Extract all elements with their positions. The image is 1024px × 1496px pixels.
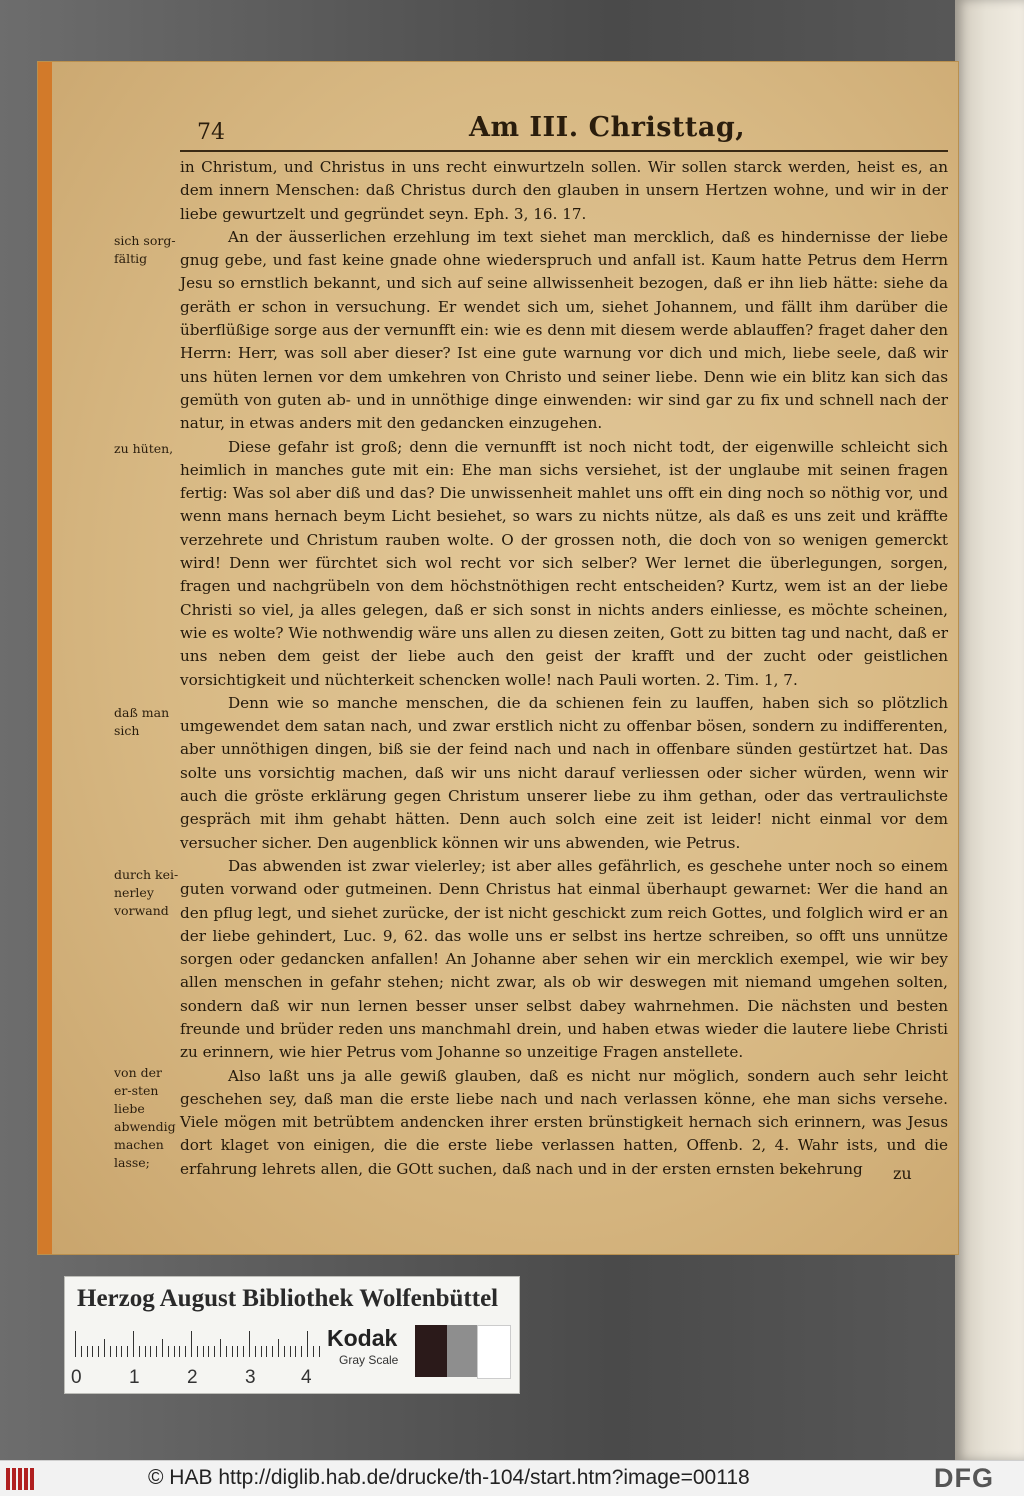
hab-logo-icon — [6, 1468, 40, 1490]
adjacent-page-edge — [955, 0, 1024, 1460]
library-name: Herzog August Bibliothek Wolfenbüttel — [77, 1285, 499, 1312]
ruler-tick — [266, 1346, 267, 1357]
kodak-logo: Kodak — [327, 1325, 398, 1351]
margin-note: durch kei-nerley vorwand — [114, 867, 179, 918]
ruler-tick — [237, 1346, 238, 1357]
ruler-tick — [92, 1346, 93, 1357]
scale-card — [64, 1276, 520, 1394]
ruler-tick — [319, 1346, 320, 1357]
ruler-tick — [307, 1331, 308, 1357]
ruler-tick — [87, 1346, 88, 1357]
ruler-tick — [174, 1346, 175, 1357]
paragraph: Denn wie so manche menschen, die da schienen fein zu lauffen, haben sich so plötzlich umgewendet dem satan nach, und zwar erstlich nicht zu offenbar bösen, sondern zu indifferenten, aber unnöthigen dingen, biß sie der feind nach und nach in offenbare sünden gestürtzet hat. Das solte uns vorsichtig machen, daß wir uns nicht darauf verliessen oder sicher würden, wenn wir auch die gröste erklärung gegen Christum unserer liebe zu ihm gethan, oder das vertraulichste gespräch mit ihm gehabt hätten. Denn auch solch eine zeit ist leider! nicht einmal vor dem versucher sicher. Den augenblick können wir uns abwenden, wie Petrus. — [180, 693, 948, 852]
ruler-tick — [150, 1346, 151, 1357]
ruler-tick — [255, 1346, 256, 1357]
paragraph: Das abwenden ist zwar vielerley; ist aber alles gefährlich, es geschehe unter noch so einem guten vorwand oder gutmeinen. Denn Christus hat einmal überhaupt gewarnet: Wer die hand an den pflug legt, und siehet zurücke, der ist nicht geschickt zum reich Gottes, und folglich wird er an der liebe gehindert, Luc. 9, 62. das wolle uns er selbst ins hertze schreiben, so offt uns unnütze sorgen oder gedancken anfallen! An Johanne aber sehen wir ein mercklich exempel, wie wir bey allen menschen in gefahr stehen; nicht zwar, als ob wir deswegen mit niemand umgehen solten, sondern daß wir nun lernen besser unser selbst dabey wahrnehmen. Die nächsten und besten freunde und brüder reden uns manchmahl drein, und haben etwas wieder die lautere liebe Christi zu erinnern, wie hier Petrus vom Johanne so unzeitige Fragen anstellete. — [180, 856, 948, 1062]
ruler-tick — [232, 1346, 233, 1357]
ruler-tick — [301, 1346, 302, 1357]
ruler-tick — [139, 1346, 140, 1357]
ruler-tick — [116, 1346, 117, 1357]
ruler-tick — [295, 1346, 296, 1357]
gray-patch-dark — [415, 1325, 447, 1377]
ruler-tick — [197, 1346, 198, 1357]
ruler-tick — [127, 1346, 128, 1357]
footer-bar — [0, 1460, 1024, 1496]
ruler-tick — [98, 1346, 99, 1357]
ruler-tick — [185, 1346, 186, 1357]
ruler-tick — [191, 1331, 192, 1357]
ruler-tick — [81, 1346, 82, 1357]
ruler-tick — [226, 1346, 227, 1357]
paragraph: Also laßt uns ja alle gewiß glauben, daß es nicht nur möglich, sondern auch sehr leicht geschehen sey, daß man die erste liebe nach und nach verlassen könne, ehe man sichs versehe. Viele mögen mit betrübtem andencken ihrer ersten brünstigkeit hernach sich erinnern, was Jesus dort klaget von einigen, die die erste liebe verlassen hatten, Offenb. 2, 4. Wahr ists, und die erfahrung lehrets allen, die GOtt suchen, daß nach und in der ersten ernsten bekehrung — [180, 1066, 948, 1178]
ruler-tick — [145, 1346, 146, 1357]
ruler-tick — [179, 1346, 180, 1357]
gray-patch-mid — [447, 1325, 477, 1377]
paragraph: Diese gefahr ist groß; denn die vernunfft ist noch nicht todt, der eigenwille schleicht sich heimlich in manches gute mit ein: Ehe man sichs versiehet, ist der unglaube mit seinen fragen fertig: Was sol aber diß und das? Die unwissenheit mahlet uns offt ein ding noch so nöthig vor, und wenn mans hernach beym Licht besiehet, so wars zu nichts nütze, als daß es uns zeit und kräffte verzehrete und Christum rauben wolte. O der grossen noth, die doch von so wenigen gemerckt wird! Denn wer fürchtet sich wol recht vor sich selber? Wer lernet die überlegungen, sorgen, fragen und nachgrübeln von dem höchstnöthigen recht entscheiden? Kurtz, wem ist an der liebe Christi so viel, ja alles gelegen, daß er sich sonst in nichts anders einliesse, es möchte scheinen, wie es wolte? Wie nothwendig wäre uns allen zu diesen zeiten, Gott zu bitten tag und nacht, daß er uns neben dem geist der liebe auch den geist der krafft und der zucht oder geistlichen vorsichtigkeit und nüchterkeit schencken wolle! nach Pauli worten. 2. Tim. 1, 7. — [180, 437, 948, 689]
ruler-tick — [278, 1339, 279, 1357]
running-head — [197, 112, 957, 152]
ruler-tick — [313, 1346, 314, 1357]
ruler-tick — [220, 1339, 221, 1357]
ruler-tick — [214, 1346, 215, 1357]
catchword: zu — [893, 1164, 912, 1183]
margin-note: sich sorg-fältig — [114, 233, 176, 266]
gray-patch-light — [477, 1325, 511, 1379]
margin-note: von der er-sten liebe abwendig machen lasse; — [114, 1065, 176, 1170]
ruler-tick — [290, 1346, 291, 1357]
paragraph: in Christum, und Christus in uns recht einwurtzeln sollen. Wir sollen starck werden, heist es, an dem innern Menschen: daß Christus durch den glauben in unsern Hertzen wohne, und wir in der liebe gewurtzelt und gegründet seyn. Eph. 3, 16. 17. — [180, 158, 948, 223]
ruler-tick — [121, 1346, 122, 1357]
ruler-tick — [75, 1331, 76, 1357]
gray-scale-label: Gray Scale — [339, 1353, 399, 1367]
page-number: 74 — [197, 120, 225, 145]
ruler-tick — [272, 1346, 273, 1357]
copyright-url: © HAB http://diglib.hab.de/drucke/th-104/start.htm?image=00118 — [148, 1466, 750, 1489]
ruler-tick — [133, 1331, 134, 1357]
margin-note: daß man sich — [114, 705, 170, 738]
ruler-tick — [104, 1339, 105, 1357]
ruler-number: 2 — [187, 1367, 198, 1388]
paragraph: An der äusserlichen erzehlung im text siehet man mercklich, daß es hindernisse der liebe gnug gebe, und fast keine gnade ohne wiederspruch und anfall ist. Kaum hatte Petrus dem Herrn Jesu so ernstlich bekannt, und sich auf seine allwissenheit bezogen, daß er ihn lieb hätte: siehe da geräth er schon in versuchung. Er wendet sich um, siehet Johannem, und fällt ihm darüber die überflüßige sorge aus der vernunfft ein: wie es denn mit diesem werde ablauffen? fraget daher den Herrn: Herr, was soll aber dieser? Ist eine gute warnung vor dich und mich, liebe seele, daß wir uns hüten lernen vor dem umkehren von Christo und seiner liebe. Denn wie ein blitz kan sich das gemüth von guten ab- und in unnöthige dinge einwenden: wir sind gar zu fix und schnell nach der natur, in etwas anders mit den gedancken einzugehen. — [180, 227, 948, 433]
ruler-tick — [203, 1346, 204, 1357]
ruler-number: 1 — [129, 1367, 140, 1388]
ruler-tick — [208, 1346, 209, 1357]
ruler-tick — [110, 1346, 111, 1357]
ruler-number: 0 — [71, 1367, 82, 1388]
body-text — [180, 156, 948, 1181]
head-rule — [180, 150, 948, 152]
running-head-title: Am III. Christtag, — [469, 112, 746, 143]
dfg-logo: DFG — [934, 1463, 994, 1493]
ruler-number: 4 — [301, 1367, 312, 1388]
ruler-number: 3 — [245, 1367, 256, 1388]
margin-note: zu hüten, — [114, 441, 174, 456]
ruler-tick — [243, 1346, 244, 1357]
ruler-tick — [162, 1339, 163, 1357]
ruler-tick — [249, 1331, 250, 1357]
ruler-tick — [284, 1346, 285, 1357]
ruler-tick — [261, 1346, 262, 1357]
ruler — [75, 1329, 327, 1357]
ruler-tick — [168, 1346, 169, 1357]
ruler-tick — [156, 1346, 157, 1357]
